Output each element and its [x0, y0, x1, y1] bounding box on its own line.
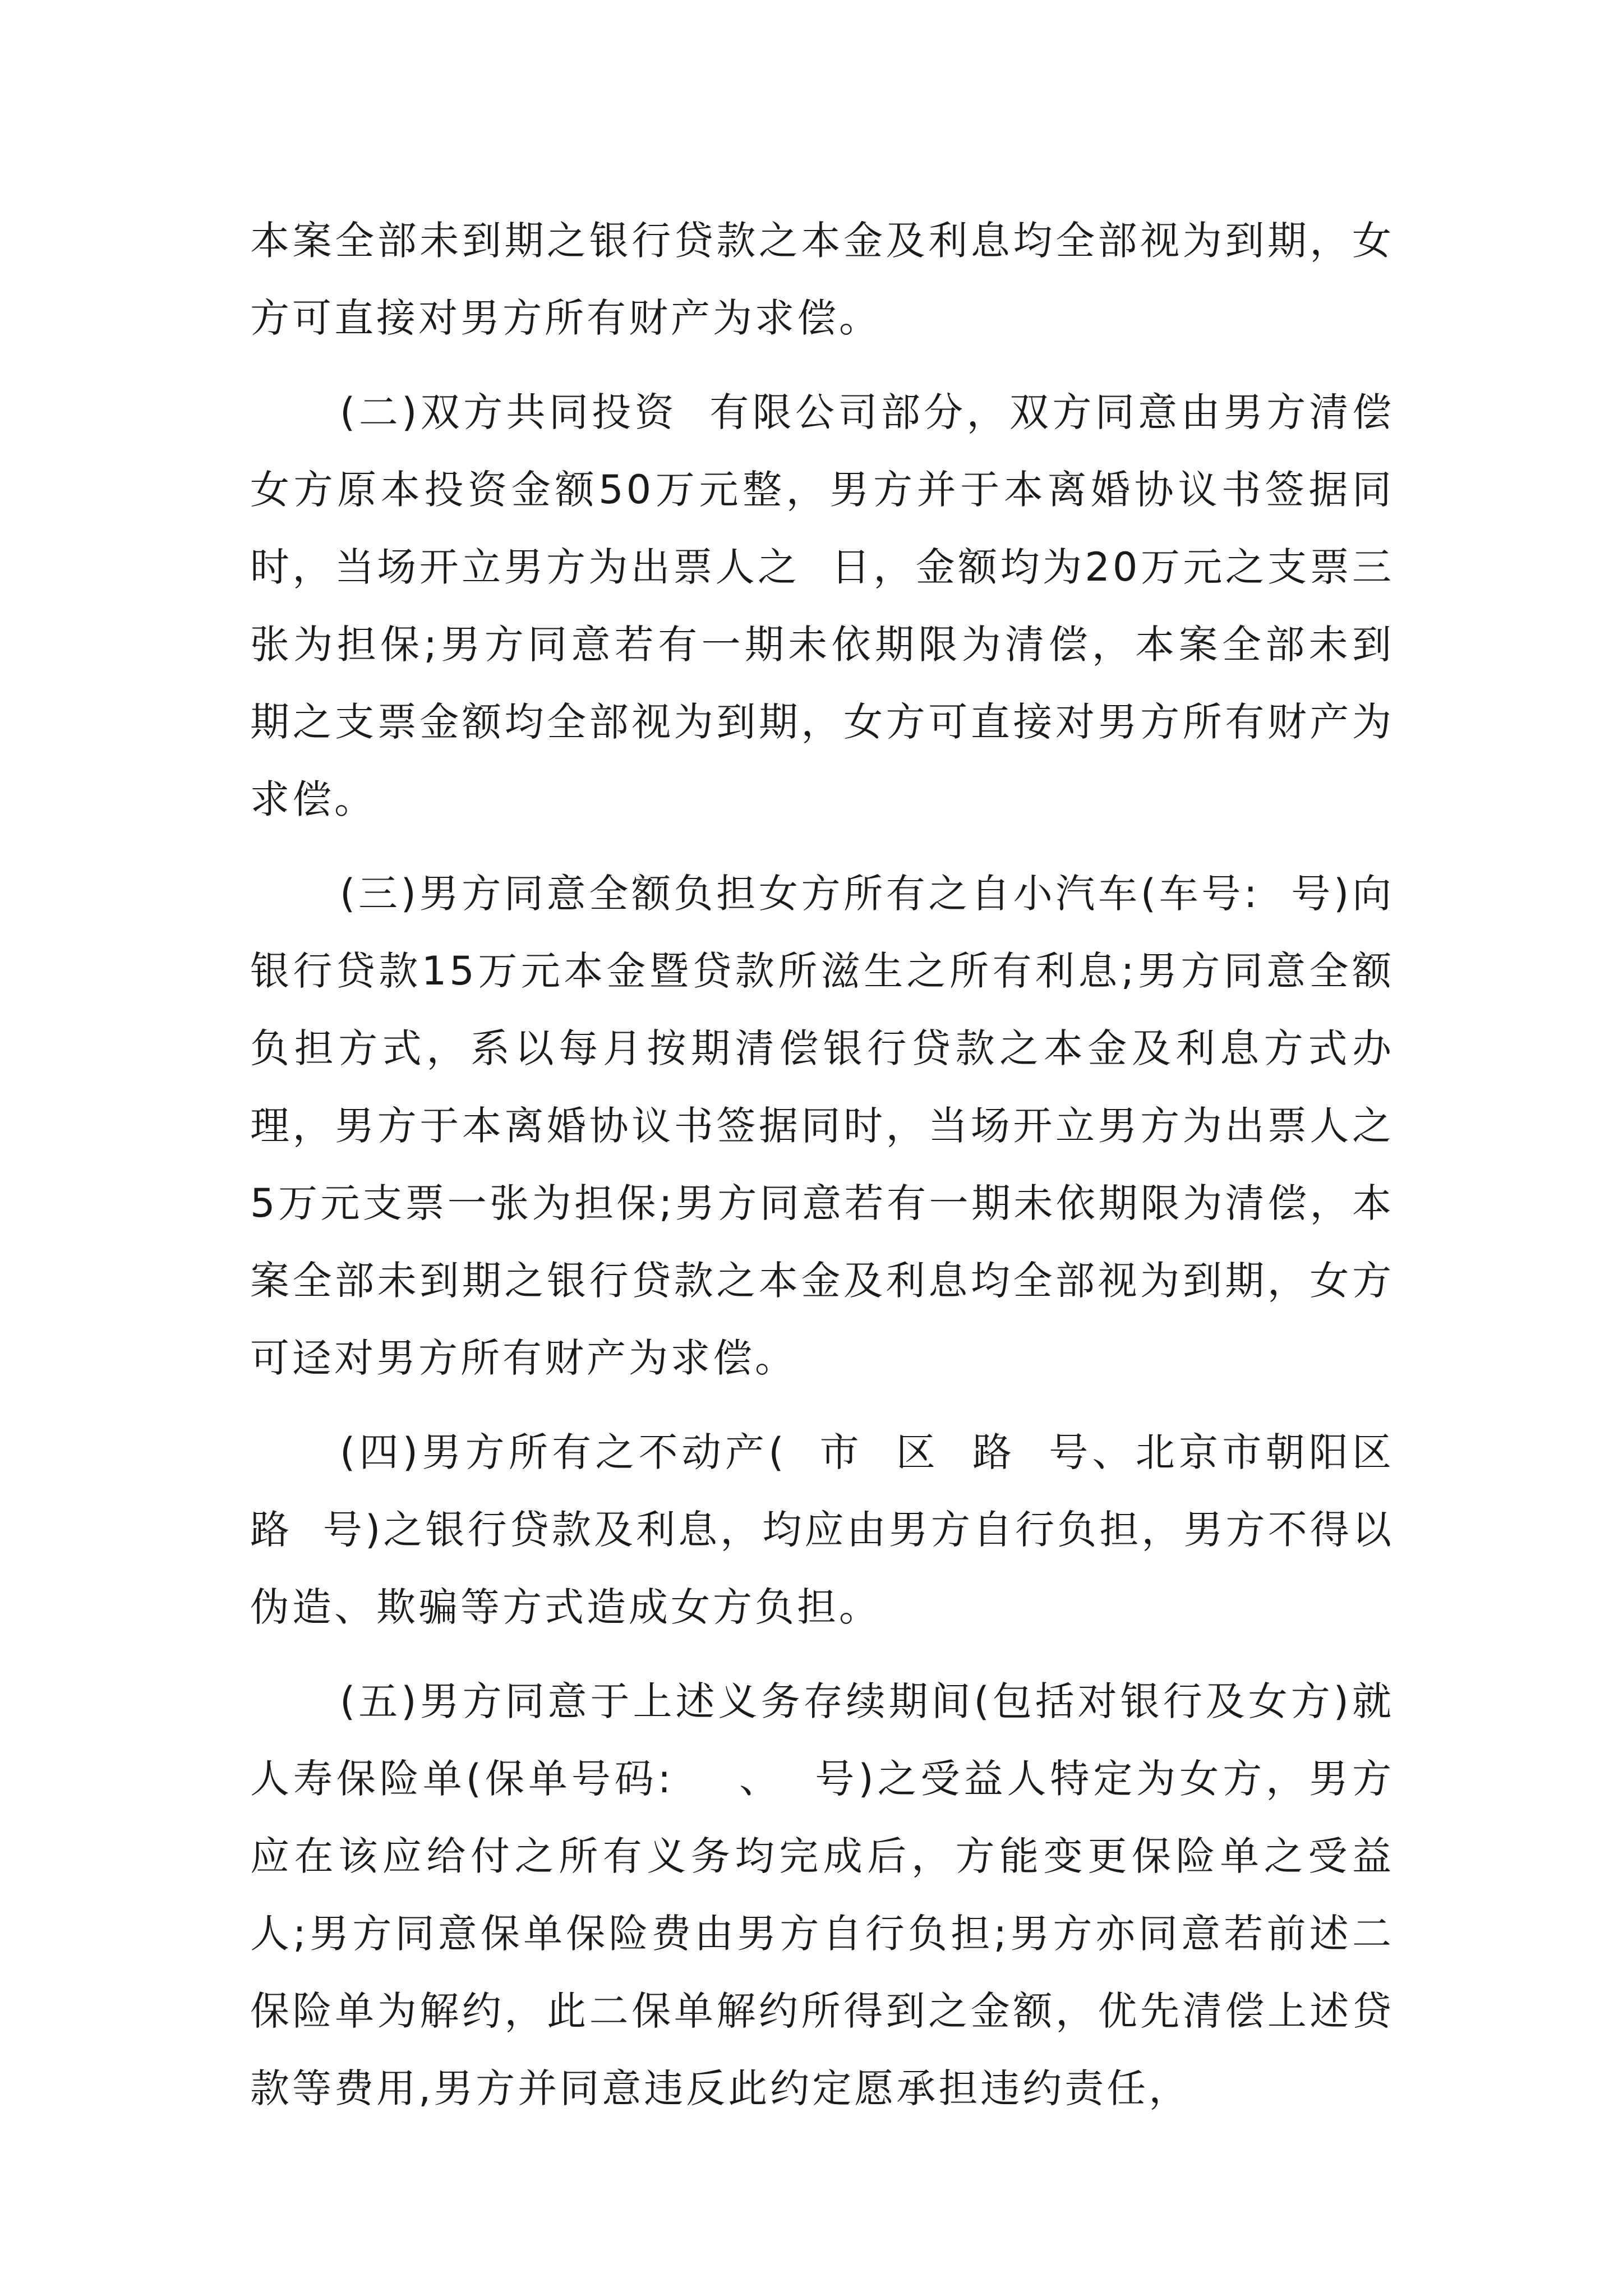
- document-body: [250, 202, 1425, 2127]
- paragraph-clause-2: (二)双方共同投资 有限公司部分，双方同意由男方清偿女方原本投资金额50万元整，男方并于本离婚协议书签据同时，当场开立男方为出票人之 日，金额均为20万元之支票三张为担保;男方同意若有一期未依期限为清偿，本案全部未到期之支票金额均全部视为到期，女方可直接对男方所有财产为求偿。: [250, 389, 1394, 822]
- paragraph-clause-5: (五)男方同意于上述义务存续期间(包括对银行及女方)就 人寿保险单(保单号码: 、 号)之受益人特定为女方，男方应在该应给付之所有义务均完成后，方能变更保险单之受益人;男方同意保单保险费由男方自行负担;男方亦同意若前述二保险单为解约，此二保单解约所得到之金额，优先清偿上述贷款等费用,男方并同意违反此约定愿承担违约责任，: [250, 1678, 1425, 2111]
- paragraph-clause-3: (三)男方同意全额负担女方所有之自小汽车(车号: 号)向银行贷款15万元本金暨贷款所滋生之所有利息;男方同意全额负担方式，系以每月按期清偿银行贷款之本金及利息方式办理，男方于本离婚协议书签据同时，当场开立男方为出票人之5万元支票一张为担保;男方同意若有一期未依期限为清偿，本案全部未到期之银行贷款之本金及利息均全部视为到期，女方可迳对男方所有财产为求偿。: [250, 871, 1394, 1381]
- paragraph-continuation: 本案全部未到期之银行贷款之本金及利息均全部视为到期，女方可直接对男方所有财产为求偿。: [250, 218, 1394, 341]
- paragraph-clause-4: (四)男方所有之不动产( 市 区 路 号、北京市朝阳区 路 号)之银行贷款及利息，均应由男方自行负担，男方不得以伪造、欺骗等方式造成女方负担。: [250, 1429, 1425, 1630]
